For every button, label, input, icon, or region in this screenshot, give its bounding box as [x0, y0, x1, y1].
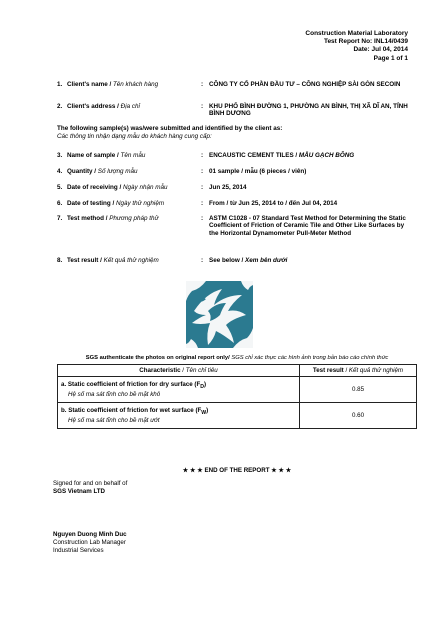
- sample-tile-photo: [186, 281, 253, 348]
- date-testing-value: From / từ Jun 25, 2014 to / đến Jul 04, 2014: [209, 200, 338, 207]
- client-address-value: KHU PHỐ BÌNH ĐƯỜNG 1, PHƯỜNG AN BÌNH, THỊ XÃ DĨ AN, TỈNH BÌNH DƯƠNG: [209, 103, 408, 118]
- field-label: Client's name: [67, 81, 108, 88]
- field-client-address: 2. Client's address / Địa chỉ : KHU PHỐ BÌNH ĐƯỜNG 1, PHƯỜNG AN BÌNH, THỊ XÃ DĨ AN, TỈNH BÌNH DƯƠNG: [57, 103, 417, 119]
- table-row: a. Static coefficient of friction for dry surface $(F_D)$ Hệ số ma sát tĩnh cho bề mặt khô 0.85: [58, 377, 417, 403]
- table-header-row: Characteristic / Tên chỉ tiêu Test result / Kết quả thử nghiệm: [58, 365, 417, 377]
- report-number: Test Report No: INL14/0439: [323, 38, 408, 46]
- dry-friction-value: 0.85: [300, 377, 417, 403]
- signer-department: Industrial Services: [53, 547, 104, 554]
- results-table: [57, 364, 417, 429]
- signed-on-behalf: Signed for and on behalf of: [53, 480, 128, 487]
- sample-name-value: ENCAUSTIC CEMENT TILES: [209, 152, 294, 159]
- field-test-method: 7. Test method / Phương pháp thử : ASTM C1028 - 07 Standard Test Method for Determining the Static Coefficient of Friction of Ceramic Tile and Other Like Surfaces by the Horizontal Dynamometer Pull-Meter Method: [57, 215, 417, 247]
- photo-caption: SGS authenticate the photos on original report only/ SGS chỉ xác thực các hình ảnh trong bản báo cáo chính thức: [85, 355, 389, 361]
- field-label-vi: Tên khách hàng: [112, 81, 159, 88]
- end-of-report: ★ ★ ★ END OF THE REPORT ★ ★ ★: [182, 467, 292, 474]
- lab-name: Construction Material Laboratory: [305, 30, 408, 37]
- page-number: Page 1 of 1: [373, 54, 408, 62]
- intro-text-vi: Các thông tin nhận dạng mẫu do khách hàng cung cấp:: [57, 133, 212, 140]
- test-method-value: ASTM C1028 - 07 Standard Test Method for Determining the Static Coefficient of Friction of Ceramic Tile and Other Like Surfaces by the Horizontal Dynamometer Pull-Meter Method: [209, 215, 406, 237]
- date-receiving-value: Jun 25, 2014: [209, 184, 247, 191]
- report-header: [305, 30, 408, 63]
- wet-friction-value: 0.60: [300, 403, 417, 429]
- report-date: Date: Jul 04, 2014: [353, 46, 408, 54]
- test-result-value: See below: [209, 257, 240, 264]
- signer-name: Nguyen Duong Minh Duc: [53, 531, 127, 538]
- intro-text: The following sample(s) was/were submitted and identified by the client as:: [57, 125, 283, 132]
- table-row: b. Static coefficient of friction for wet surface $(F_W)$ Hệ số ma sát tĩnh cho bề mặt ướt 0.60: [58, 403, 417, 429]
- signer-title: Construction Lab Manager: [53, 539, 126, 546]
- field-client-name: 1. Client's name / Tên khách hàng : CÔNG TY CỔ PHẦN ĐẦU TƯ – CÔNG NGHIỆP SÀI GÒN SECOIN: [57, 81, 417, 97]
- field-label: Client's address: [67, 103, 116, 110]
- tile-pattern-image: [186, 281, 253, 348]
- signing-company: SGS Vietnam LTD: [53, 488, 106, 495]
- client-name-value: CÔNG TY CỔ PHẦN ĐẦU TƯ – CÔNG NGHIỆP SÀI GÒN SECOIN: [209, 81, 401, 88]
- quantity-value: 01 sample: [209, 168, 240, 175]
- field-label-vi: Địa chỉ: [120, 103, 140, 110]
